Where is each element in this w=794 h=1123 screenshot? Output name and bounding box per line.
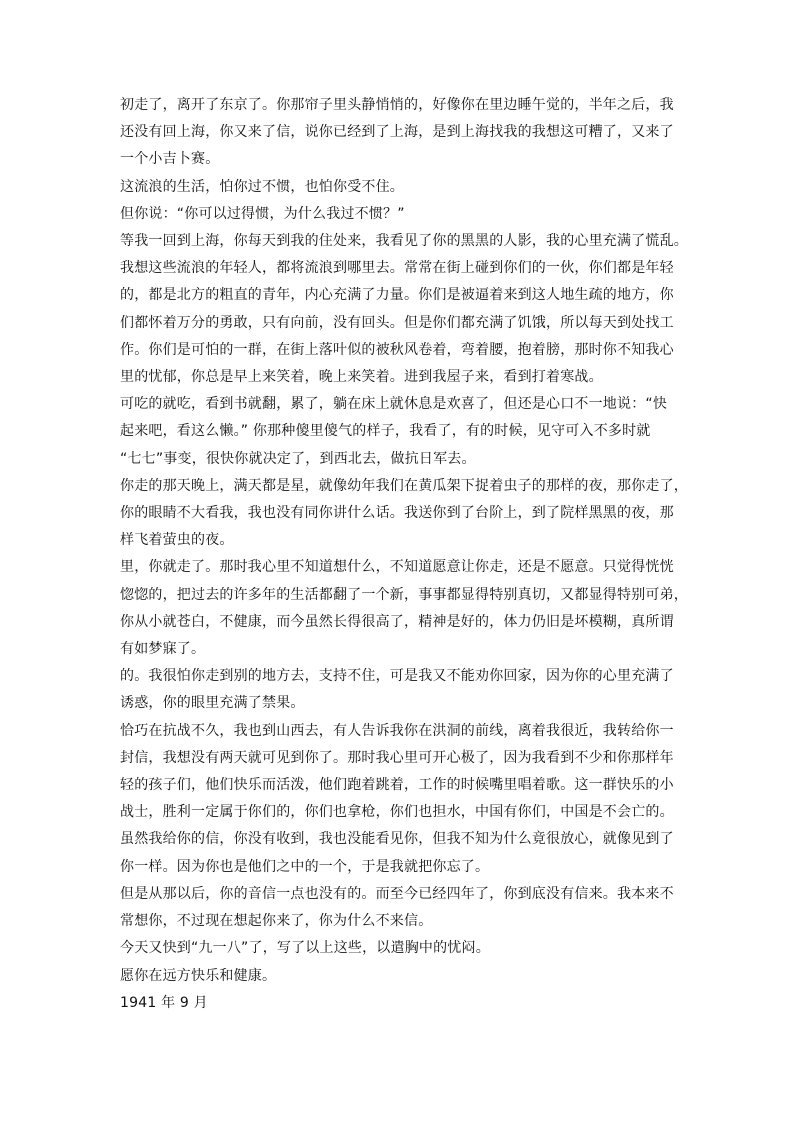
paragraph: [120, 963, 680, 990]
text-line: 今天又快到“九一八”了，写了以上这些，以遣胸中的忧闷。: [120, 940, 490, 957]
text-line: 可吃的就吃，看到书就翻，累了，躺在床上就休息是欢喜了，但还是心口不一地说：“快: [120, 396, 668, 413]
text-line: 恰巧在抗战不久，我也到山西去，有人告诉我你在洪洞的前线，离着我很近，我转给你一: [120, 722, 674, 739]
text-line: 作。你们是可怕的一群，在街上落叶似的被秋风卷着，弯着腰，抱着膀，那时你不知我心: [120, 341, 674, 358]
text-line: 你走的那天晚上，满天都是星，就像幼年我们在黄瓜架下捉着虫子的那样的夜，那你走了，: [120, 477, 688, 494]
text-line: 等我一回到上海，你每天到我的住处来，我看见了你的黑黑的人影，我的心里充满了慌乱。: [120, 233, 688, 250]
text-line: 战士，胜利一定属于你们的，你们也拿枪，你们也担水，中国有你们，中国是不会亡的。: [120, 804, 674, 821]
paragraph: [120, 174, 680, 201]
text-line: 愿你在远方快乐和健康。: [120, 967, 277, 984]
text-line: 有如梦寐了。: [120, 641, 206, 658]
paragraph: [120, 554, 688, 663]
text-line: 初走了，离开了东京了。你那帘子里头静悄悄的，好像你在里边睡午觉的，半年之后，我: [120, 97, 674, 113]
text-line: 样飞着萤虫的夜。: [120, 532, 234, 549]
text-line: 惚惚的，把过去的许多年的生活都翻了一个新，事事都显得特别真切，又都显得特别可弟，: [120, 586, 688, 603]
text-line: “七七”事变，很快你就决定了，到西北去，做抗日军去。: [120, 450, 476, 467]
paragraph: [120, 881, 680, 935]
text-line: 常想你，不过现在想起你来了，你为什么不来信。: [120, 913, 433, 930]
text-line: 你的眼睛不大看我，我也没有同你讲什么话。我送你到了台阶上，到了院样黑黑的夜，那: [120, 505, 674, 522]
text-line: 起来吧，看这么懒。” 你那种傻里傻气的样子，我看了，有的时候，见守可入不多时就: [120, 423, 651, 440]
letter-date: 1941 年 9 月: [120, 994, 208, 1011]
text-line: 轻的孩子们，他们快乐而活泼，他们跑着跳着，工作的时候嘴里唱着歌。这一群快乐的小: [120, 777, 674, 794]
text-line: 的，都是北方的粗直的青年，内心充满了力量。你们是被逼着来到这人地生疏的地方，你: [120, 287, 674, 304]
text-line: 们都怀着万分的勇敢，只有向前，没有回头。但是你们都充满了饥饿，所以每天到处找工: [120, 314, 674, 331]
text-line: 还没有回上海，你又来了信，说你已经到了上海，是到上海找我的我想这可糟了，又来了: [120, 124, 674, 141]
text-line: 虽然我给你的信，你没有收到，我也没能看见你，但我不知为什么竟很放心，就像见到了: [120, 831, 674, 848]
paragraph: [120, 473, 688, 555]
text-line: 但你说：“你可以过得惯，为什么我过不惯？”: [120, 205, 405, 222]
text-line: 一个小吉卜赛。: [120, 151, 220, 168]
paragraph: [120, 663, 680, 717]
text-line: 但是从那以后，你的音信一点也没有的。而至今已经四年了，你到底没有信来。我本来不: [120, 885, 674, 902]
paragraph: [120, 228, 688, 255]
text-line: 里的忧郁，你总是早上来笑着，晚上来笑着。进到我屋子来，看到打着寒战。: [120, 369, 603, 386]
text-line: 我想这些流浪的年轻人，都将流浪到哪里去。常常在街上碰到你们的一伙，你们都是年轻: [120, 260, 674, 277]
text-line: 你从小就苍白，不健康，而今虽然长得很高了，精神是好的，体力仍旧是坏模糊，真所谓: [120, 613, 674, 630]
paragraph: [120, 201, 680, 228]
text-line: 的。我很怕你走到别的地方去，支持不住，可是我又不能劝你回家，因为你的心里充满了: [120, 668, 674, 685]
paragraph: [120, 718, 680, 827]
text-line: 封信，我想没有两天就可见到你了。那时我心里可开心极了，因为我看到不少和你那样年: [120, 749, 674, 766]
text-line: 你一样。因为你也是他们之中的一个，于是我就把你忘了。: [120, 858, 490, 875]
letter-body: [120, 92, 688, 1017]
paragraph: [120, 255, 680, 391]
paragraph: [120, 826, 680, 880]
paragraph: [120, 935, 680, 962]
paragraph: [120, 391, 680, 473]
text-line: 里，你就走了。那时我心里不知道想什么，不知道愿意让你走，还是不愿意。只觉得恍恍: [120, 559, 674, 576]
paragraph: [120, 92, 680, 174]
text-line: 这流浪的生活，怕你过不惯，也怕你受不住。: [120, 178, 404, 195]
text-line: 诱惑，你的眼里充满了禁果。: [120, 695, 305, 712]
